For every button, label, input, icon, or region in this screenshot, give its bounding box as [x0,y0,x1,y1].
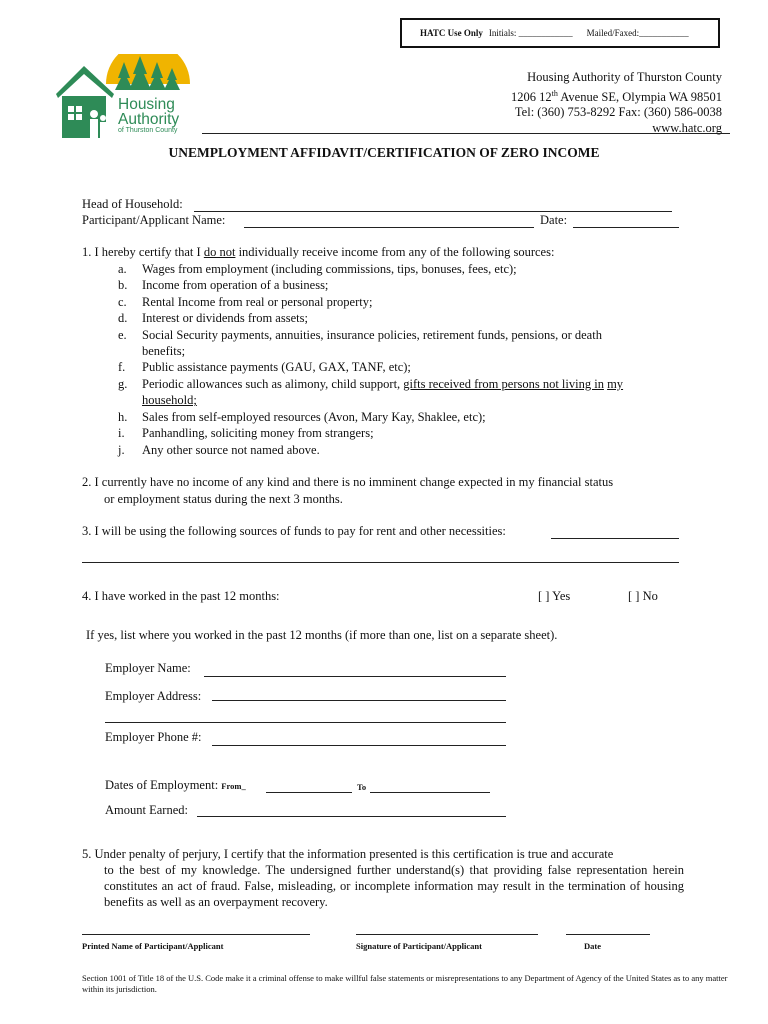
funds-sources-line-2[interactable] [82,562,679,563]
list-item: e. Social Security payments, annuities, insurance policies, retirement funds, pensions, or death [118,328,602,342]
worked-yes-checkbox[interactable]: [ ] Yes [538,589,571,603]
signature-date-label: Date [584,941,601,951]
list-item: c. Rental Income from real or personal property; [118,295,373,309]
employer-address-line[interactable] [212,700,506,701]
amount-earned-label: Amount Earned: [105,803,188,817]
section4-text: 4. I have worked in the past 12 months: [82,589,280,603]
funds-sources-line[interactable] [551,538,679,539]
section2-line1: 2. I currently have no income of any kind and there is no imminent change expected in my financial status [82,475,614,489]
participant-name-line[interactable] [244,227,534,228]
if-yes-instructions: If yes, list where you worked in the past 12 months (if more than one, list on a separate sheet). [86,628,558,642]
section3-text: 3. I will be using the following sources of funds to pay for rent and other necessities: [82,524,506,538]
printed-name-line[interactable] [82,934,310,935]
agency-website: www.hatc.org [652,120,722,135]
amount-earned-line[interactable] [197,816,506,817]
signature-line[interactable] [356,934,538,935]
employment-to-label: To [357,782,367,792]
list-item: j. Any other source not named above. [118,443,320,457]
list-item-continuation: household; [142,393,197,407]
employer-phone-line[interactable] [212,745,506,746]
printed-name-label: Printed Name of Participant/Applicant [82,941,224,951]
employer-phone-label: Employer Phone #: [105,730,202,744]
employer-address-label: Employer Address: [105,689,202,703]
list-item: b. Income from operation of a business; [118,278,329,292]
form-title: UNEMPLOYMENT AFFIDAVIT/CERTIFICATION OF ZERO INCOME [168,145,600,160]
agency-address: 1206 12th Avenue SE, Olympia WA 98501 [511,88,722,104]
dates-of-employment-label: Dates of Employment: From_ [105,778,246,792]
head-of-household-line[interactable] [194,211,672,212]
employment-from-line[interactable] [266,792,352,793]
header-rule [202,133,730,134]
logo-text [118,97,179,135]
employer-address-line-2[interactable] [105,722,506,723]
section5-line1: 5. Under penalty of perjury, I certify that the information presented is this certification is true and accurate [82,847,614,861]
section1-intro: 1. I hereby certify that I do not individually receive income from any of the following sources: [82,245,555,259]
employer-name-label: Employer Name: [105,661,191,675]
head-of-household-label: Head of Household: [82,197,183,211]
agency-phone: Tel: (360) 753-8292 Fax: (360) 586-0038 [514,105,722,120]
hatc-use-only-box [400,18,720,48]
list-item: a. Wages from employment (including commissions, tips, bonuses, fees, etc); [118,262,517,276]
signature-label: Signature of Participant/Applicant [356,941,482,951]
employment-to-line[interactable] [370,792,490,793]
mailed-faxed-field: Mailed/Faxed:___________ [586,28,689,38]
worked-no-checkbox[interactable]: [ ] No [628,589,658,603]
participant-name-label: Participant/Applicant Name: [82,213,226,227]
hatc-use-only-label: HATC Use Only [420,28,483,38]
logo-authority: Authority [118,111,180,128]
list-item: d. Interest or dividends from assets; [118,311,308,325]
logo-thurston: of Thurston County [118,127,178,134]
list-item: f. Public assistance payments (GAU, GAX, TANF, etc); [118,360,411,374]
list-item-continuation: benefits; [142,344,186,358]
section2-line2: or employment status during the next 3 months. [104,492,343,506]
agency-info [511,70,722,136]
agency-name: Housing Authority of Thurston County [527,70,722,84]
section5-statement [82,846,684,910]
initials-field: Initials: ____________ [488,28,573,38]
list-item: h. Sales from self-employed resources (Avon, Mary Kay, Shaklee, etc); [118,410,486,424]
employer-name-line[interactable] [204,676,506,677]
logo-housing: Housing [118,96,175,113]
date-line[interactable] [573,227,679,228]
list-item: g. Periodic allowances such as alimony, child support, gifts received from persons not living in my [118,377,624,391]
list-item: i. Panhandling, soliciting money from strangers; [118,426,374,440]
legal-footer: Section 1001 of Title 18 of the U.S. Code make it a criminal offense to make willful false statements or misrepresentations to any Department of Agency of the United States as to any matter within its jurisdiction. [82,973,728,994]
date-label: Date: [540,213,568,227]
section5-rest: to the best of my knowledge. The undersigned further understand(s) that providing false representation herein constitutes an act of fraud. False, misleading, or incomplete information may result in the termination of housing benefits as well as an overpayment recovery. [104,863,684,909]
signature-date-line[interactable] [566,934,650,935]
